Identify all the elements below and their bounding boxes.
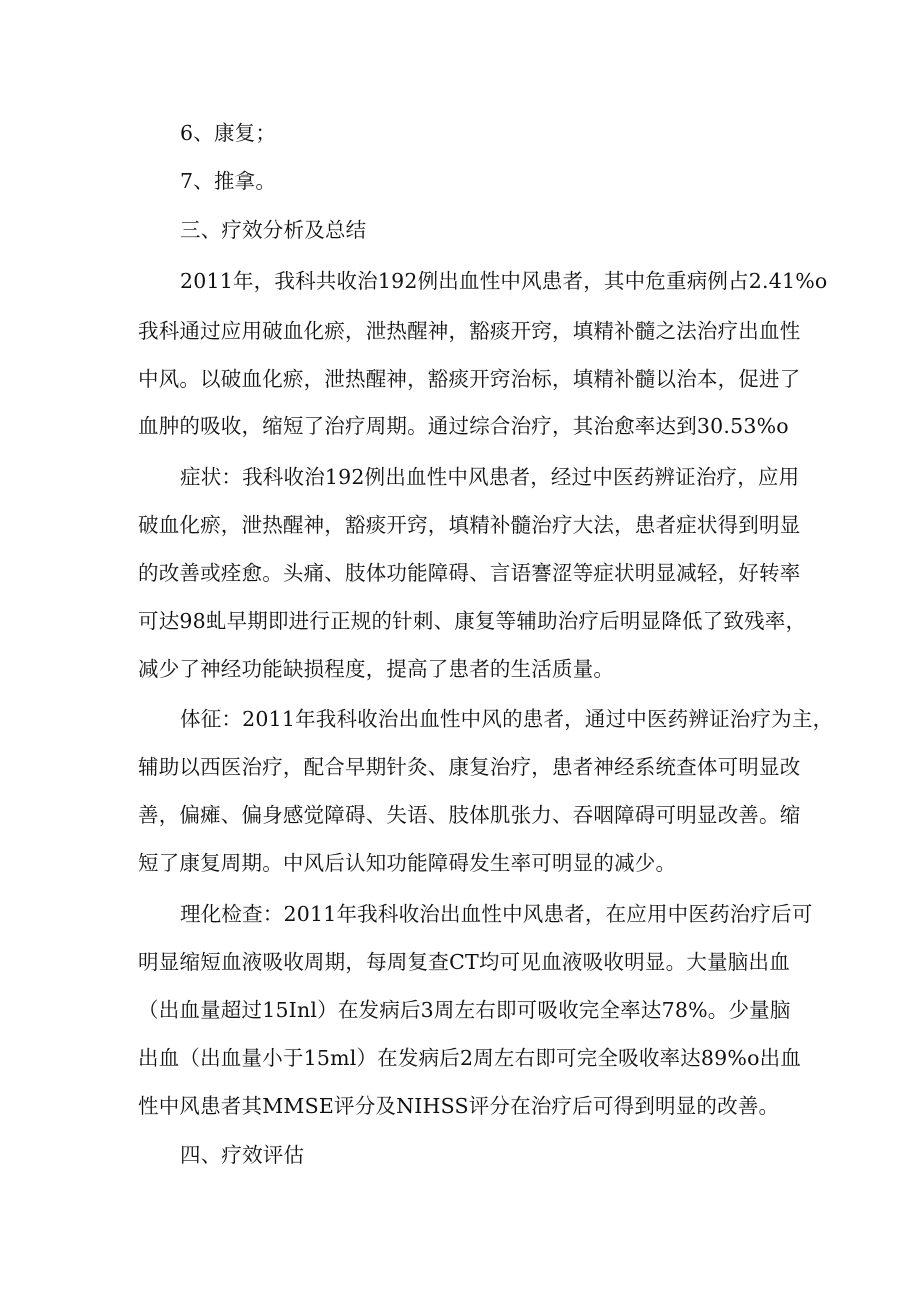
list-item: 7、推拿。 bbox=[180, 169, 277, 193]
summary-line: 我科通过应用破血化瘀，泄热醒神，豁痰开窍，填精补髓之法治疗出血性 bbox=[138, 319, 801, 343]
summary-line: 2011年，我科共收治192例出血性中风患者，其中危重病例占2.41%o bbox=[180, 269, 828, 293]
summary-line: 血肿的吸收，缩短了治疗周期。通过综合治疗，其治愈率达到30.53%o bbox=[138, 414, 789, 438]
section-heading: 三、疗效分析及总结 bbox=[180, 218, 367, 242]
summary-line: 中风。以破血化瘀，泄热醒神，豁痰开窍治标，填精补髓以治本，促进了 bbox=[138, 367, 801, 391]
section-heading: 四、疗效评估 bbox=[180, 1143, 305, 1167]
lab-line: 出血（出血量小于15ml）在发病后2周左右即可完全吸收率达89%o出血 bbox=[138, 1046, 802, 1070]
signs-line: 辅助以西医治疗，配合早期针灸、康复治疗，患者神经系统查体可明显改 bbox=[138, 755, 801, 779]
list-item: 6、康复； bbox=[180, 121, 277, 145]
symptoms-line: 破血化瘀，泄热醒神，豁痰开窍，填精补髓治疗大法，患者症状得到明显 bbox=[138, 513, 801, 537]
lab-line: 性中风患者其MMSE评分及NIHSS评分在治疗后可得到明显的改善。 bbox=[138, 1094, 780, 1118]
signs-line: 善，偏瘫、偏身感觉障碍、失语、肢体肌张力、吞咽障碍可明显改善。缩 bbox=[138, 803, 801, 827]
symptoms-line: 症状：我科收治192例出血性中风患者，经过中医药辨证治疗，应用 bbox=[180, 465, 800, 489]
lab-line: 理化检查：2011年我科收治出血性中风患者，在应用中医药治疗后可 bbox=[180, 902, 813, 926]
lab-line: 明显缩短血液吸收周期，每周复查CT均可见血液吸收明显。大量脑出血 bbox=[138, 950, 790, 974]
symptoms-line: 的改善或痊愈。头痛、肢体功能障碍、言语謇涩等症状明显减轻，好转率 bbox=[138, 561, 801, 585]
signs-line: 短了康复周期。中风后认知功能障碍发生率可明显的减少。 bbox=[138, 851, 677, 875]
lab-line: （出血量超过15Inl）在发病后3周左右即可吸收完全率达78%。少量脑 bbox=[138, 998, 791, 1022]
signs-line: 体征：2011年我科收治出血性中风的患者，通过中医药辨证治疗为主， bbox=[180, 707, 834, 731]
symptoms-line: 减少了神经功能缺损程度，提高了患者的生活质量。 bbox=[138, 657, 615, 681]
symptoms-line: 可达98虬早期即进行正规的针刺、康复等辅助治疗后明显降低了致残率， bbox=[138, 609, 807, 633]
